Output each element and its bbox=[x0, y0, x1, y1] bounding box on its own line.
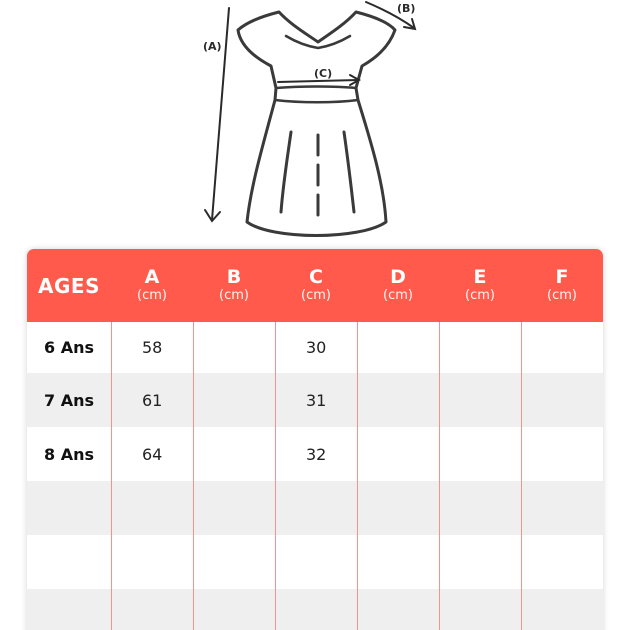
header-c-label: C bbox=[309, 266, 323, 288]
header-ages bbox=[27, 249, 111, 322]
label-a: (A) bbox=[203, 40, 222, 53]
cell-b bbox=[193, 322, 275, 373]
table-row bbox=[27, 535, 603, 589]
cell-age: 6 Ans bbox=[44, 338, 94, 357]
header-a bbox=[111, 249, 193, 322]
cell-d bbox=[357, 481, 439, 535]
header-e-unit: (cm) bbox=[465, 288, 495, 303]
cell-d bbox=[357, 589, 439, 630]
cell-a: 61 bbox=[111, 373, 193, 427]
cell-c: 31 bbox=[275, 373, 357, 427]
header-a-unit: (cm) bbox=[137, 288, 167, 303]
cell-a bbox=[111, 535, 193, 589]
cell-e bbox=[439, 373, 521, 427]
header-f-unit: (cm) bbox=[547, 288, 577, 303]
header-b bbox=[193, 249, 275, 322]
measure-c-line bbox=[278, 80, 358, 82]
cell-c bbox=[275, 481, 357, 535]
table-header-row bbox=[27, 249, 603, 322]
cell-a bbox=[111, 589, 193, 630]
cell-age bbox=[27, 481, 111, 535]
cell-a: 64 bbox=[111, 427, 193, 481]
cell-age bbox=[27, 589, 111, 630]
waistband bbox=[276, 87, 356, 89]
header-e-label: E bbox=[473, 266, 487, 288]
table-row bbox=[27, 589, 603, 630]
header-f bbox=[521, 249, 603, 322]
dress-measurement-diagram bbox=[0, 0, 630, 250]
table-body bbox=[27, 322, 603, 630]
header-d bbox=[357, 249, 439, 322]
cell-d bbox=[357, 322, 439, 373]
label-b: (B) bbox=[397, 2, 416, 15]
cell-b bbox=[193, 373, 275, 427]
cell-f bbox=[521, 427, 603, 481]
header-b-unit: (cm) bbox=[219, 288, 249, 303]
cell-age: 8 Ans bbox=[44, 444, 94, 464]
cell-c bbox=[275, 535, 357, 589]
cell-e bbox=[439, 535, 521, 589]
cell-c: 30 bbox=[275, 322, 357, 373]
cell-d bbox=[357, 535, 439, 589]
cell-e bbox=[439, 481, 521, 535]
cell-b bbox=[193, 481, 275, 535]
header-f-label: F bbox=[555, 266, 569, 288]
header-ages-label: AGES bbox=[38, 273, 100, 298]
header-b-label: B bbox=[226, 266, 242, 288]
header-d-unit: (cm) bbox=[383, 288, 413, 303]
cell-e bbox=[439, 322, 521, 373]
table-row bbox=[27, 481, 603, 535]
header-a-label: A bbox=[144, 266, 160, 288]
cell-f bbox=[521, 322, 603, 373]
header-e bbox=[439, 249, 521, 322]
header-d-label: D bbox=[390, 266, 406, 288]
cell-b bbox=[193, 589, 275, 630]
cell-d bbox=[357, 373, 439, 427]
cell-b bbox=[193, 535, 275, 589]
cell-a bbox=[111, 481, 193, 535]
waist-bottom bbox=[275, 100, 358, 102]
cell-f bbox=[521, 535, 603, 589]
cell-b bbox=[193, 427, 275, 481]
skirt-fold-left bbox=[281, 132, 291, 212]
cell-age bbox=[27, 535, 111, 589]
cell-e bbox=[439, 589, 521, 630]
cell-c: 32 bbox=[275, 427, 357, 481]
cell-age: 7 Ans bbox=[44, 390, 94, 410]
header-c-unit: (cm) bbox=[301, 288, 331, 303]
table-row bbox=[27, 373, 603, 427]
cell-d bbox=[357, 427, 439, 481]
header-c bbox=[275, 249, 357, 322]
table-row bbox=[27, 322, 603, 373]
cell-c bbox=[275, 589, 357, 630]
cell-e bbox=[439, 427, 521, 481]
label-c: (C) bbox=[314, 67, 333, 80]
cell-a: 58 bbox=[111, 322, 193, 373]
size-chart-table bbox=[27, 249, 603, 630]
cell-f bbox=[521, 481, 603, 535]
table-row bbox=[27, 427, 603, 481]
skirt-fold-right bbox=[344, 132, 354, 212]
cell-f bbox=[521, 373, 603, 427]
cell-f bbox=[521, 589, 603, 630]
